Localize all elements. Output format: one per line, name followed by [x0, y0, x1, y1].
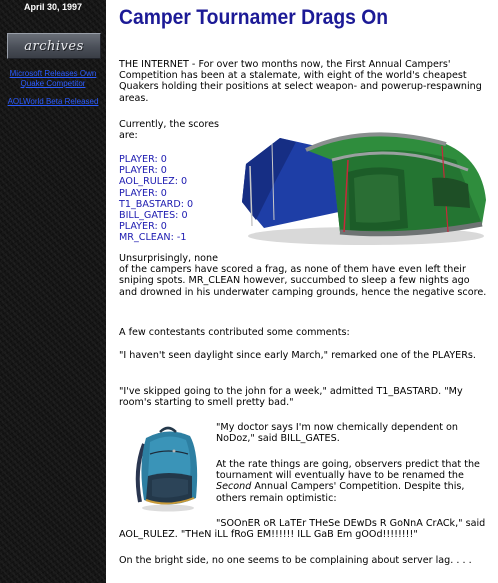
article-headline: Camper Tournamer Drags On: [119, 6, 389, 29]
at-rate-text-2: Annual Campers' Competition. Despite this, others remain optimistic:: [216, 481, 465, 504]
quote-t1-bastard: "I've skipped going to the john for a week," admitted T1_BASTARD. "My room's starting to smell pretty bad.": [119, 386, 463, 409]
score-item: MR_CLEAN: -1: [119, 232, 187, 244]
score-item: PLAYER: 0: [119, 221, 167, 233]
sidebar: [0, 0, 106, 583]
at-rate-text-1: At the rate things are going, observers predict that the tournament will eventually have to be renamed the: [216, 459, 480, 482]
quote-player: "I haven't seen daylight since early March," remarked one of the PLAYERs.: [119, 350, 476, 361]
sidebar-link-aolworld-beta[interactable]: AOLWorld Beta Released: [7, 97, 99, 106]
contestants-paragraph: A few contestants contributed some comments:: [119, 327, 350, 338]
archives-button[interactable]: [7, 33, 101, 59]
backpack-image: [130, 424, 204, 512]
score-item: PLAYER: 0: [119, 154, 167, 165]
scores-intro-line1: Currently, the scores: [119, 119, 220, 130]
archives-button-label: archives: [24, 38, 84, 54]
issue-date: April 30, 1997: [23, 2, 83, 12]
scores-intro-line2: are:: [119, 130, 138, 142]
score-item: PLAYER: 0: [119, 187, 167, 199]
score-list: [119, 154, 237, 244]
tent-image: [236, 120, 490, 246]
score-item: BILL_GATES: 0: [119, 210, 188, 222]
quote-bill-gates: "My doctor says I'm now chemically dependent on NoDoz," said BILL_GATES.: [216, 422, 458, 445]
score-item: PLAYER: 0: [119, 165, 167, 177]
score-item: AOL_RULEZ: 0: [119, 176, 188, 188]
at-rate-paragraph: [216, 459, 490, 504]
score-item: T1_BASTARD: 0: [119, 198, 194, 210]
sidebar-link-microsoft-quake[interactable]: Microsoft Releases Own Quake Competitor: [9, 69, 97, 88]
article-intro: THE INTERNET - For over two months now, the First Annual Campers' Competition has been at a stalemate, with eight of the world's cheapest Quakers holding their positions at select weapon- and powerup-respawning areas.: [119, 59, 482, 104]
bright-side-paragraph: On the bright side, no one seems to be complaining about server lag. . . .: [119, 555, 472, 566]
scores-intro: [119, 119, 237, 141]
unsurprising-paragraph: [119, 253, 489, 298]
unsurprising-rest: of the campers have scored a frag, as none of them have even left their sniping spots. MR_CLEAN however, succumbed to sleep a few nights ago and drowned in his underwater camping grounds, hence the negative score.: [119, 264, 487, 298]
at-rate-emphasis: Second: [216, 481, 252, 493]
unsurprising-line1: Unsurprisingly, none: [119, 253, 219, 264]
quote-aol-rulez: "SOOnER oR LaTEr THeSe DEwDs R GoNnA CrACk," said AOL_RULEZ. "THeN iLL fRoG EM!!!!!! ILL GaB Em gOOd!!!!!!!!": [119, 518, 486, 541]
